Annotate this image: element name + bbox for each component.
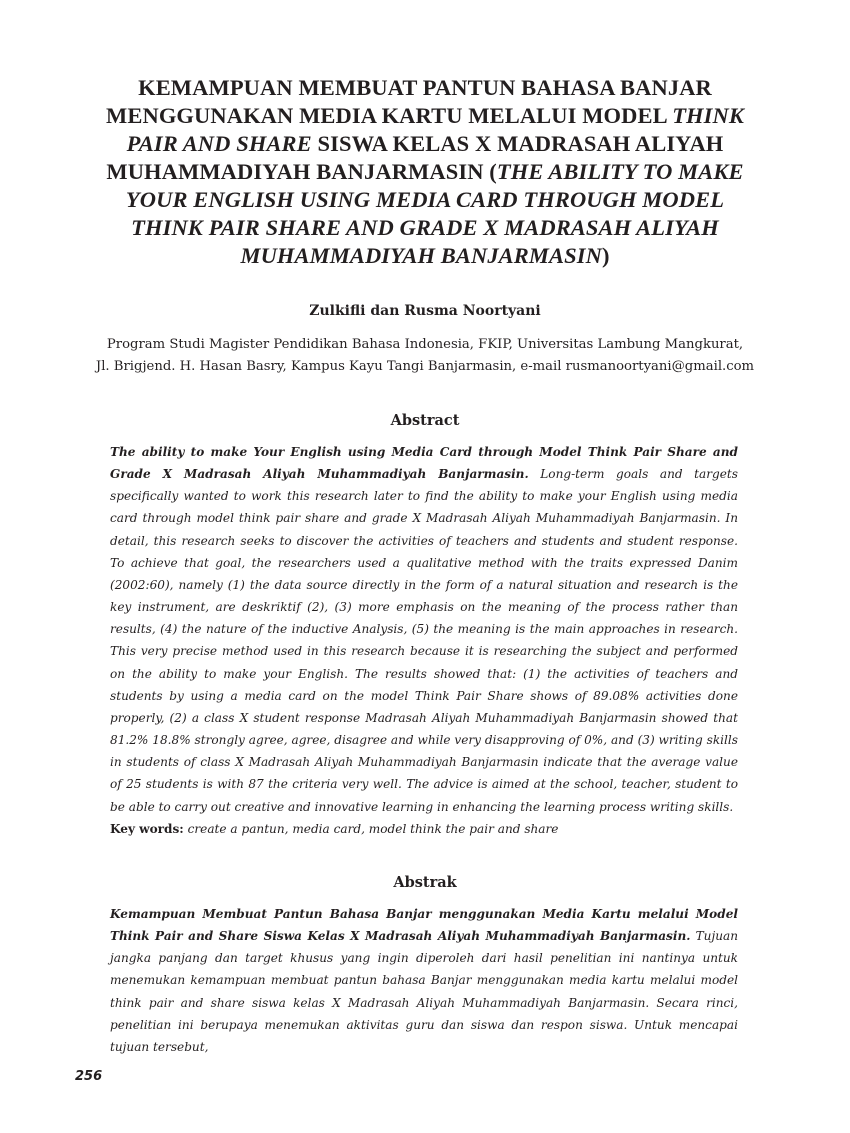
abstrak-text: Tujuan jangka panjang dan target khusus yang ingin diperoleh dari hasil penelitian ini nantinya untuk menemukan kemampuan membuat pantun bahasa Banjar menggunakan media kartu melalui model think pair and share siswa kelas X Madrasah Aliyah Muhammadiyah Banjarmasin. Secara rinci, penelitian ini berupaya menemukan aktivitas guru dan siswa dan respon siswa. Untuk mencapai tujuan tersebut, — [110, 929, 738, 1054]
title-line — [70, 74, 780, 102]
title-text: MENGGUNAKAN MEDIA KARTU MELALUI MODEL — [106, 103, 673, 128]
title-line — [70, 158, 780, 186]
title-text: ) — [601, 243, 610, 268]
title-line — [70, 186, 780, 214]
abstract-heading: Abstract — [390, 412, 460, 429]
keywords — [110, 818, 738, 840]
title-line — [70, 130, 780, 158]
title-line — [70, 214, 780, 242]
affiliation-line: Program Studi Magister Pendidikan Bahasa Indonesia, FKIP, Universitas Lambung Mangkurat, — [106, 337, 744, 352]
abstract-text: Long-term goals and targets specifically wanted to work this research later to find the ability to make your English using media card through model think pair share and grade X Madrasah Aliyah Muhammadiyah Banjarmasin. In detail, this research seeks to discover the activities of teachers and students and student response. To achieve that goal, the researchers used a qualitative method with the traits expressed Danim (2002:60), namely (1) the data source directly in the form of a natural situation and research is the key instrument, are deskriktif (2), (3) more emphasis on the meaning of the process rather than results, (4) the nature of the inductive Analysis, (5) the meaning is the main approaches in research. This very precise method used in this research because it is researching the subject and performed on the ability to make your English. The results showed that: (1) the activities of teachers and students by using a media card on the model Think Pair Share shows of 89.08% activities done properly, (2) a class X student response Madrasah Aliyah Muhammadiyah Banjarmasin showed that 81.2% 18.8% strongly agree, agree, disagree and while very disapproving of 0%, and (3) writing skills in students of class X Madrasah Aliyah Muhammadiyah Banjarmasin indicate that the average value of 25 students is with 87 the criteria very well. The advice is aimed at the school, teacher, student to be able to carry out creative and innovative learning in enhancing the learning process writing skills. — [110, 467, 738, 814]
title-text-italic: THINK — [672, 103, 744, 128]
abstract-lead-title: The ability to make Your English using Media Card through Model Think Pair Share and Grade X Madrasah Aliyah Muhammadiyah Banjarmasin. — [110, 445, 738, 482]
title-text-italic: YOUR ENGLISH USING MEDIA CARD THROUGH MODEL — [125, 187, 725, 212]
abstrak-paragraph — [110, 903, 738, 1058]
keywords-label: Key words: — [110, 822, 184, 836]
affiliation-line: Jl. Brigjend. H. Hasan Basry, Kampus Kayu Tangi Banjarmasin, e-mail rusmanoortyani@gmail.com — [95, 359, 755, 374]
abstrak-lead-title: Kemampuan Membuat Pantun Bahasa Banjar menggunakan Media Kartu melalui Model Think Pair and Share Siswa Kelas X Madrasah Aliyah Muhammadiyah Banjarmasin. — [110, 907, 738, 944]
title-text: MUHAMMADIYAH BANJARMASIN ( — [106, 159, 497, 184]
abstract-paragraph — [110, 441, 738, 818]
title-text-italic: THINK PAIR SHARE AND GRADE X MADRASAH ALIYAH — [131, 215, 719, 240]
title-text-italic: MUHAMMADIYAH BANJARMASIN — [240, 243, 602, 268]
title-text-italic: PAIR AND SHARE — [126, 131, 312, 156]
page-number: 256 — [75, 1069, 103, 1084]
author-affiliation — [40, 334, 810, 378]
keywords-text: create a pantun, media card, model think the pair and share — [183, 822, 559, 836]
title-text-italic: THE ABILITY TO MAKE — [496, 159, 744, 184]
article-title — [70, 74, 780, 270]
title-text: SISWA KELAS X MADRASAH ALIYAH — [311, 131, 724, 156]
title-line — [70, 102, 780, 130]
author-names: Zulkifli dan Rusma Noortyani — [309, 303, 541, 319]
abstrak-heading: Abstrak — [393, 874, 457, 891]
title-line — [70, 242, 780, 270]
title-text: KEMAMPUAN MEMBUAT PANTUN BAHASA BANJAR — [138, 75, 712, 100]
